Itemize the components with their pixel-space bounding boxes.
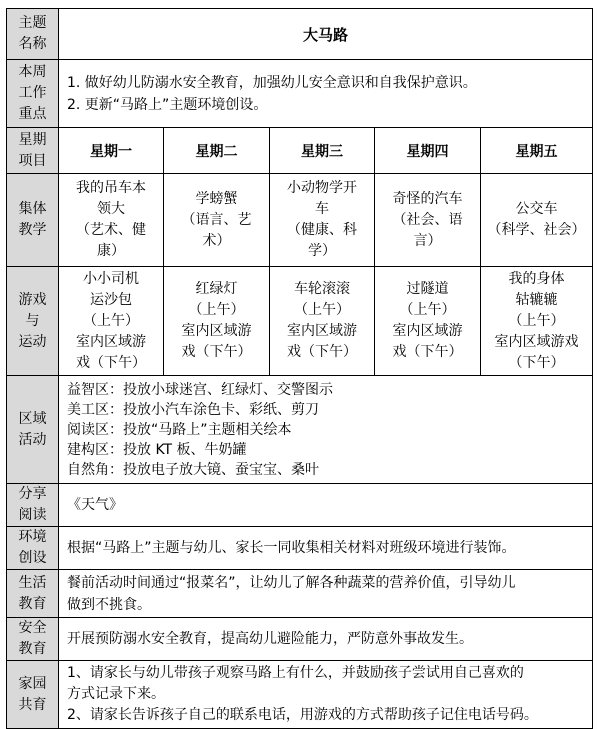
safety-row: [7, 618, 593, 661]
theme-title: 大马路: [59, 9, 593, 60]
life-label: 生活 教育: [7, 570, 59, 618]
reading-row: [7, 484, 593, 527]
focus-label: 本周 工作 重点: [7, 60, 59, 128]
life-content: 餐前活动时间通过“报菜名”，让幼儿了解各种蔬菜的营养价值，引导幼儿 做到不挑食。: [59, 570, 593, 618]
reading-label: 分享 阅读: [7, 484, 59, 527]
theme-label: 主题 名称: [7, 9, 59, 60]
days-row: [7, 128, 593, 174]
safety-label: 安全 教育: [7, 618, 59, 661]
group-teaching-row: [7, 174, 593, 267]
areas-row: [7, 376, 593, 484]
environment-label: 环境 创设: [7, 527, 59, 570]
games-cell-monday: 小小司机 运沙包 （上午） 室内区域游 戏（下午）: [59, 267, 164, 376]
home-content: 1、请家长与幼儿带孩子观察马路上有什么，并鼓励孩子尝试用自己喜欢的 方式记录下来。 2、请家长告诉孩子自己的联系电话，用游戏的方式帮助孩子记住电话号码。: [59, 661, 593, 729]
games-cell-tuesday: 红绿灯 （上午） 室内区域游 戏（下午）: [164, 267, 270, 376]
day-monday: 星期一: [59, 128, 164, 174]
day-friday: 星期五: [481, 128, 593, 174]
group-teaching-label: 集体 教学: [7, 174, 59, 267]
reading-content: 《天气》: [59, 484, 593, 527]
games-cell-wednesday: 车轮滚滚 （上午） 室内区域游 戏（下午）: [270, 267, 375, 376]
group-cell-thursday: 奇怪的汽车 （社会、语 言）: [375, 174, 481, 267]
day-thursday: 星期四: [375, 128, 481, 174]
day-wednesday: 星期三: [270, 128, 375, 174]
theme-row: [7, 9, 593, 60]
group-cell-friday: 公交车 （科学、社会）: [481, 174, 593, 267]
environment-content: 根据“马路上”主题与幼儿、家长一同收集相关材料对班级环境进行装饰。: [59, 527, 593, 570]
games-label: 游戏 与 运动: [7, 267, 59, 376]
environment-row: [7, 527, 593, 570]
games-cell-friday: 我的身体 轱辘辘 （上午） 室内区域游戏 （下午）: [481, 267, 593, 376]
group-cell-tuesday: 学螃蟹 （语言、艺 术）: [164, 174, 270, 267]
safety-content: 开展预防溺水安全教育，提高幼儿避险能力，严防意外事故发生。: [59, 618, 593, 661]
games-row: [7, 267, 593, 376]
group-cell-monday: 我的吊车本 领大 （艺术、健 康）: [59, 174, 164, 267]
areas-label: 区域 活动: [7, 376, 59, 484]
days-label: 星期 项目: [7, 128, 59, 174]
weekly-plan-table: [6, 8, 593, 729]
focus-content: 1. 做好幼儿防溺水安全教育，加强幼儿安全意识和自我保护意识。 2. 更新“马路上”主题环境创设。: [59, 60, 593, 128]
areas-content: 益智区：投放小球迷宫、红绿灯、交警图示 美工区：投放小汽车涂色卡、彩纸、剪刀 阅读区：投放“马路上”主题相关绘本 建构区：投放 KT 板、牛奶罐 自然角：投放电子放大镜、蚕宝宝、桑叶: [59, 376, 593, 484]
group-cell-wednesday: 小动物学开 车 （健康、科 学）: [270, 174, 375, 267]
home-label: 家园 共育: [7, 661, 59, 729]
life-row: [7, 570, 593, 618]
home-row: [7, 661, 593, 729]
games-cell-thursday: 过隧道 （上午） 室内区域游 戏（下午）: [375, 267, 481, 376]
focus-row: [7, 60, 593, 128]
day-tuesday: 星期二: [164, 128, 270, 174]
